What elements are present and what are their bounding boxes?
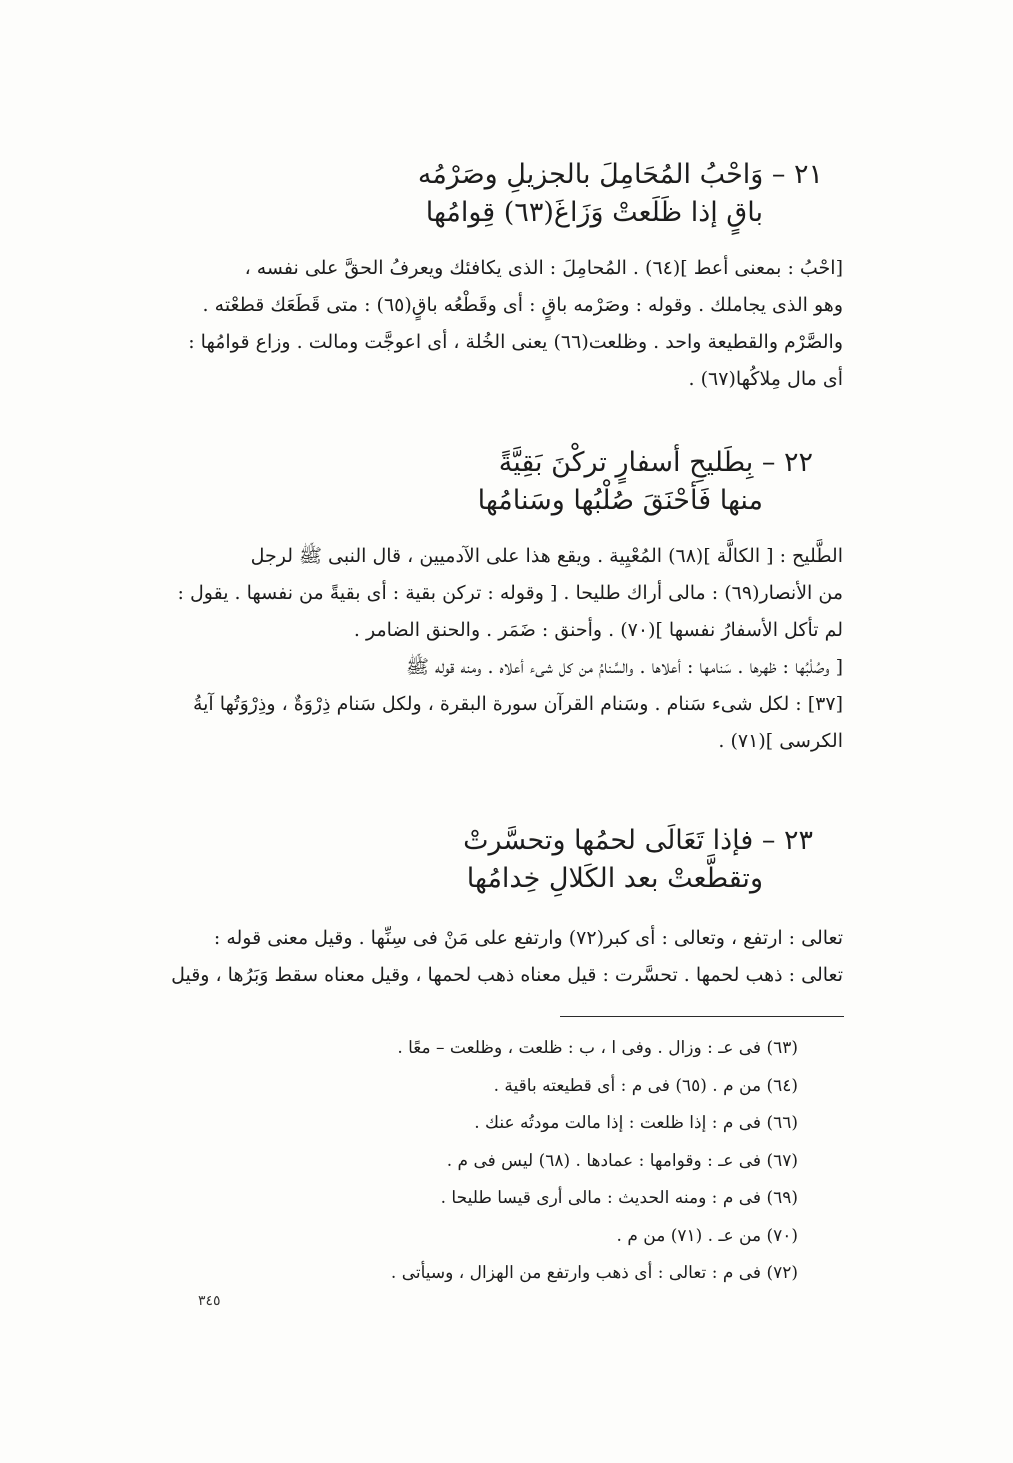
commentary-line: من الأنصار(٦٩) : مالى أراك طليحا . [ وقوله : تركن بقية : أى بقيةً من نفسها . يقول : xyxy=(177,582,843,604)
footnotes xyxy=(198,1030,798,1293)
verse-21-second-hemistich: باقٍ إذا ظَلَعتْ وَزَاغَ(٦٣) قِوامُها xyxy=(425,197,763,228)
footnote: (٧٢) فى م : تعالى : أى ذهب وارتفع من الهزال ، وسيأتى . xyxy=(390,1263,798,1283)
commentary-line: تعالى : ارتفع ، وتعالى : أى كبر(٧٢) وارتفع على مَنْ فى سِنِّها . وقيل معنى قوله : xyxy=(213,927,843,949)
verse-21-first-hemistich: ٢١ – وَاحْبُ المُحَامِلَ بالجزيلِ وصَرْمُه xyxy=(417,159,823,190)
commentary-line: [ وصُلْبُها : ظهرها . سَنامها : أعلاها . والسَّنامُ من كل شىء أعلاه . ومنه قوله ﷺ xyxy=(406,656,843,678)
verse-22-second-hemistich: منها فَأحْنَقَ صُلْبُها وسَنامُها xyxy=(477,485,763,516)
commentary-line: الطَّليح : [ الكالَّة ](٦٨) المُعْيِية . ويقع هذا على الآدميين ، قال النبى ﷺ لرجل xyxy=(250,545,843,567)
footnote-separator xyxy=(560,1016,844,1017)
footnote: (٦٤) من م . (٦٥) فى م : أى قطيعته باقية . xyxy=(493,1075,798,1096)
commentary-line: وهو الذى يجاملك . وقوله : وصَرْمه باقٍ : أى وقَطْعُه باقٍ(٦٥) : متى قَطَعَك قطعْته . xyxy=(202,294,843,316)
footnote: (٦٣) فى عـ : وزال . وفى ا ، ب : ظلعت ، وظلعت – معًا . xyxy=(397,1038,798,1058)
commentary-21 xyxy=(123,250,843,398)
commentary-line: تعالى : ذهب لحمها . تحسَّرت : قيل معناه ذهب لحمها ، وقيل معناه سقط وَبَرُها ، وقيل xyxy=(171,964,843,986)
commentary-22 xyxy=(123,538,843,760)
commentary-23 xyxy=(123,920,843,994)
footnote: (٦٦) فى م : إذا ظلعت : إذا مالت مودتُه عنك . xyxy=(474,1113,798,1133)
footnote: (٧٠) من عـ . (٧١) من م . xyxy=(616,1225,798,1246)
verse-23-first-hemistich: ٢٣ – فإذا تَعَالَى لحمُها وتحسَّرتْ xyxy=(463,825,813,856)
commentary-line: لم تأكل الأسفارُ نفسها ](٧٠) . وأحنق : ضَمَر . والحنق الضامر . xyxy=(353,619,843,641)
footnote: (٦٩) فى م : ومنه الحديث : مالى أرى قيسا طليحا . xyxy=(440,1188,798,1208)
commentary-line: [احْبُ : بمعنى أعط ](٦٤) . المُحامِلَ : الذى يكافئك ويعرفُ الحقَّ على نفسه ، xyxy=(244,257,843,279)
commentary-line: أى مال مِلاكُها(٦٧) . xyxy=(688,368,843,390)
verse-23-second-hemistich: وتقطَّعتْ بعد الكَلالِ خِدامُها xyxy=(466,863,763,894)
page-number: ٣٤٥ xyxy=(198,1293,221,1309)
commentary-line: الكرسى ](٧١) . xyxy=(718,730,843,752)
footnote: (٦٧) فى عـ : وقوامها : عمادها . (٦٨) ليس فى م . xyxy=(446,1150,798,1171)
commentary-line: والصَّرْم والقطيعة واحد . وظلعت(٦٦) يعنى الخُلة ، أى اعوجَّت ومالت . وزاع قوامُها : xyxy=(188,331,843,353)
verse-22-first-hemistich: ٢٢ – بِطَليحِ أسفارٍ تركْنَ بَقِيَّةً xyxy=(498,447,813,478)
commentary-line: [٣٧] : لكل شىء سَنام . وسَنام القرآن سورة البقرة ، ولكل سَنام ذِرْوَةٌ ، وذِرْوَتُها آيةُ xyxy=(192,693,843,715)
